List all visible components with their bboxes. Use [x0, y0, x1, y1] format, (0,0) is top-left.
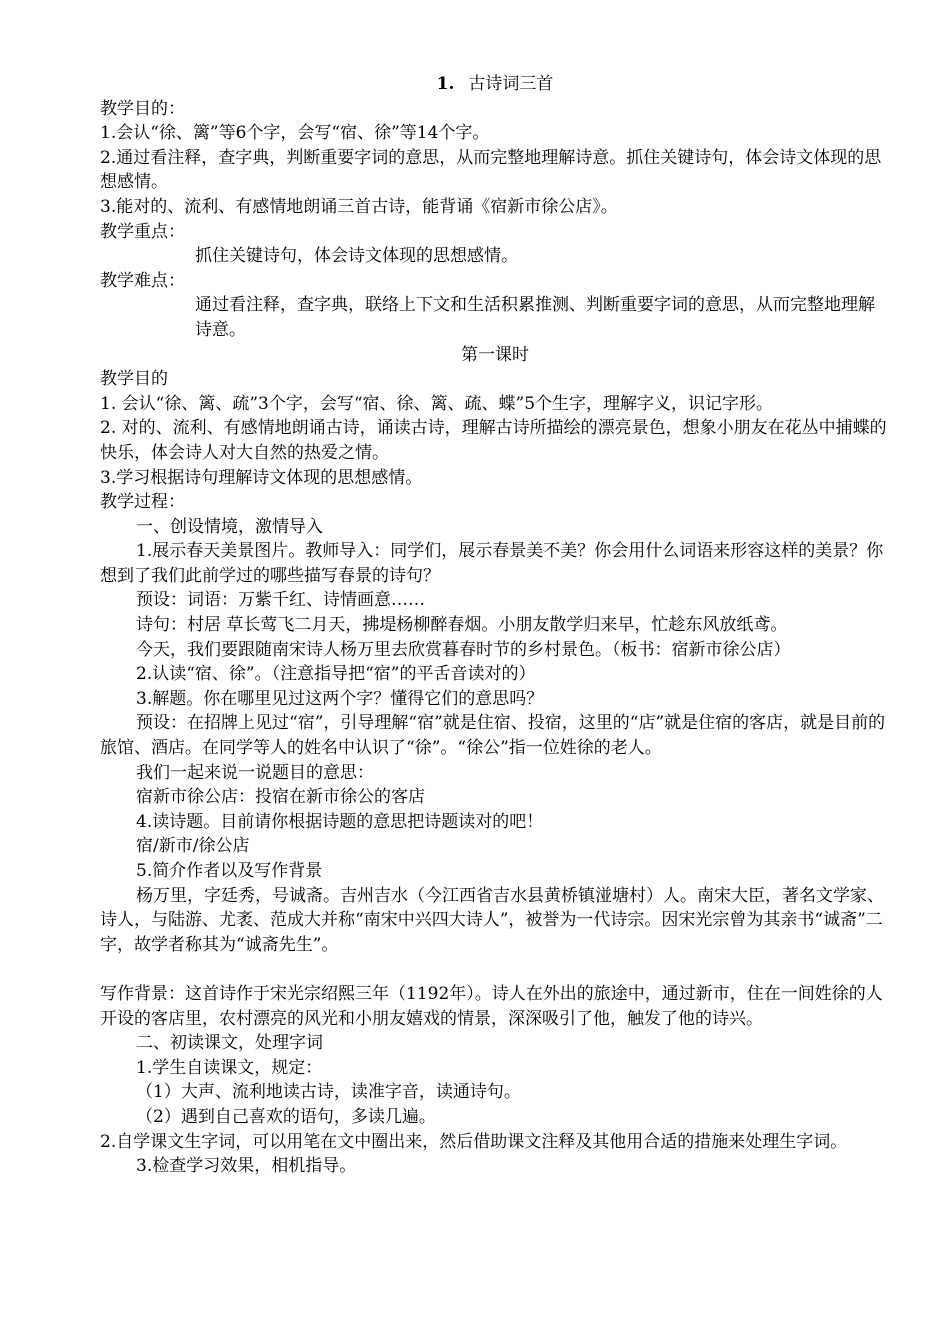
- document-title: [100, 72, 890, 97]
- text-line: 诗句：村居 草长莺飞二月天，拂堤杨柳醉春烟。小朋友散学归来早，忙趁东风放纸鸢。: [136, 615, 788, 636]
- title-text: 古诗词三首: [468, 74, 554, 94]
- text-line: 宿/新市/徐公店: [136, 836, 250, 857]
- blank-line: [100, 957, 890, 982]
- text-line: 杨万里，字廷秀，号诚斋。吉州吉水（今江西省吉水县黄桥镇湴塘村）人。南宋大臣，著名文学家、诗人，与陆游、尤袤、范成大并称“南宋中兴四大诗人”，被誉为一代诗宗。因宋光宗曾为其亲书“诚斋”二字，故学者称其为“诚斋先生”。: [100, 885, 884, 955]
- text-line: 1.展示春天美景图片。教师导入：同学们，展示春景美不美？你会用什么词语来形容这样的美景？你想到了我们此前学过的哪些描写春景的诗句？: [100, 541, 884, 586]
- text-line: 教学难点：: [100, 270, 185, 291]
- text-line: 4.读诗题。目前请你根据诗题的意思把诗题读对的吧！: [136, 811, 544, 832]
- text-line: 2.通过看注释，查字典，判断重要字词的意思，从而完整地理解诗意。抓住关键诗句，体会诗文体现的思想感情。: [100, 147, 882, 193]
- document-body: [100, 97, 890, 1179]
- text-line: 3.检查学习效果，相机指导。: [136, 1156, 357, 1177]
- text-line: 3.解题。你在哪里见过这两个字？懂得它们的意思吗？: [136, 688, 544, 709]
- text-line: 1.学生自读课文，规定：: [136, 1057, 323, 1078]
- text-line: 预设：在招牌上见过“宿”，引导理解“宿”就是住宿、投宿，这里的“店”就是住宿的客店，就是目前的旅馆、酒店。在同学等人的姓名中认识了“徐”。“徐公”指一位姓徐的老人。: [100, 713, 886, 759]
- text-line: 5.简介作者以及写作背景: [136, 861, 323, 881]
- title-number: 1.: [436, 74, 455, 94]
- text-line: 1. 会认“徐、篱、疏”3个字，会写“宿、徐、篱、疏、蝶”5个生字，理解字义，识记字形。: [100, 393, 774, 414]
- text-line: 教学过程：: [100, 492, 185, 513]
- text-line: 教学目的: [100, 369, 168, 390]
- text-line: 一、创设情境，激情导入: [136, 516, 323, 537]
- text-line: 抓住关键诗句，体会诗文体现的思想感情。: [195, 246, 518, 267]
- text-line: 2.认读“宿、徐”。（注意指导把“宿”的平舌音读对的）: [136, 664, 536, 685]
- text-line: 教学目的：: [100, 98, 185, 119]
- text-line: 2.自学课文生字词，可以用笔在文中圈出来，然后借助课文注释及其他用合适的措施来处理生字词。: [100, 1131, 848, 1152]
- text-line: 宿新市徐公店：投宿在新市徐公的客店: [136, 787, 425, 808]
- section-heading: 第一课时: [461, 344, 529, 365]
- text-line: 二、初读课文，处理字词: [136, 1033, 323, 1054]
- text-line: 2. 对的、流利、有感情地朗诵古诗，诵读古诗，理解古诗所描绘的漂亮景色，想象小朋友在花丛中捕蝶的快乐，体会诗人对大自然的热爱之情。: [100, 418, 887, 463]
- text-line: 我们一起来说一说题目的意思：: [136, 762, 374, 783]
- text-line: 预设：词语：万紫千红、诗情画意……: [136, 590, 425, 611]
- text-line: （1）大声、流利地读古诗，读准字音，读通诗句。: [136, 1082, 521, 1103]
- text-line: （2）遇到自己喜欢的语句，多读几遍。: [136, 1106, 436, 1127]
- text-line: 3.学习根据诗句理解诗文体现的思想感情。: [100, 467, 423, 488]
- text-line: 教学重点：: [100, 221, 185, 242]
- text-line: 通过看注释，查字典，联络上下文和生活积累推测、判断重要字词的意思，从而完整地理解诗意。: [195, 295, 875, 340]
- text-line: 1.会认“徐、篱”等6个字，会写“宿、徐”等14个字。: [100, 123, 490, 144]
- text-line: 今天，我们要跟随南宋诗人杨万里去欣赏暮春时节的乡村景色。（板书：宿新市徐公店）: [136, 639, 791, 660]
- text-line: 3.能对的、流利、有感情地朗诵三首古诗，能背诵《宿新市徐公店》。: [100, 196, 618, 217]
- text-line: 写作背景：这首诗作于宋光宗绍熙三年（1192年）。诗人在外出的旅途中，通过新市，住在一间姓徐的人开设的客店里，农村漂亮的风光和小朋友嬉戏的情景，深深吸引了他，触发了他的诗兴。: [100, 983, 883, 1029]
